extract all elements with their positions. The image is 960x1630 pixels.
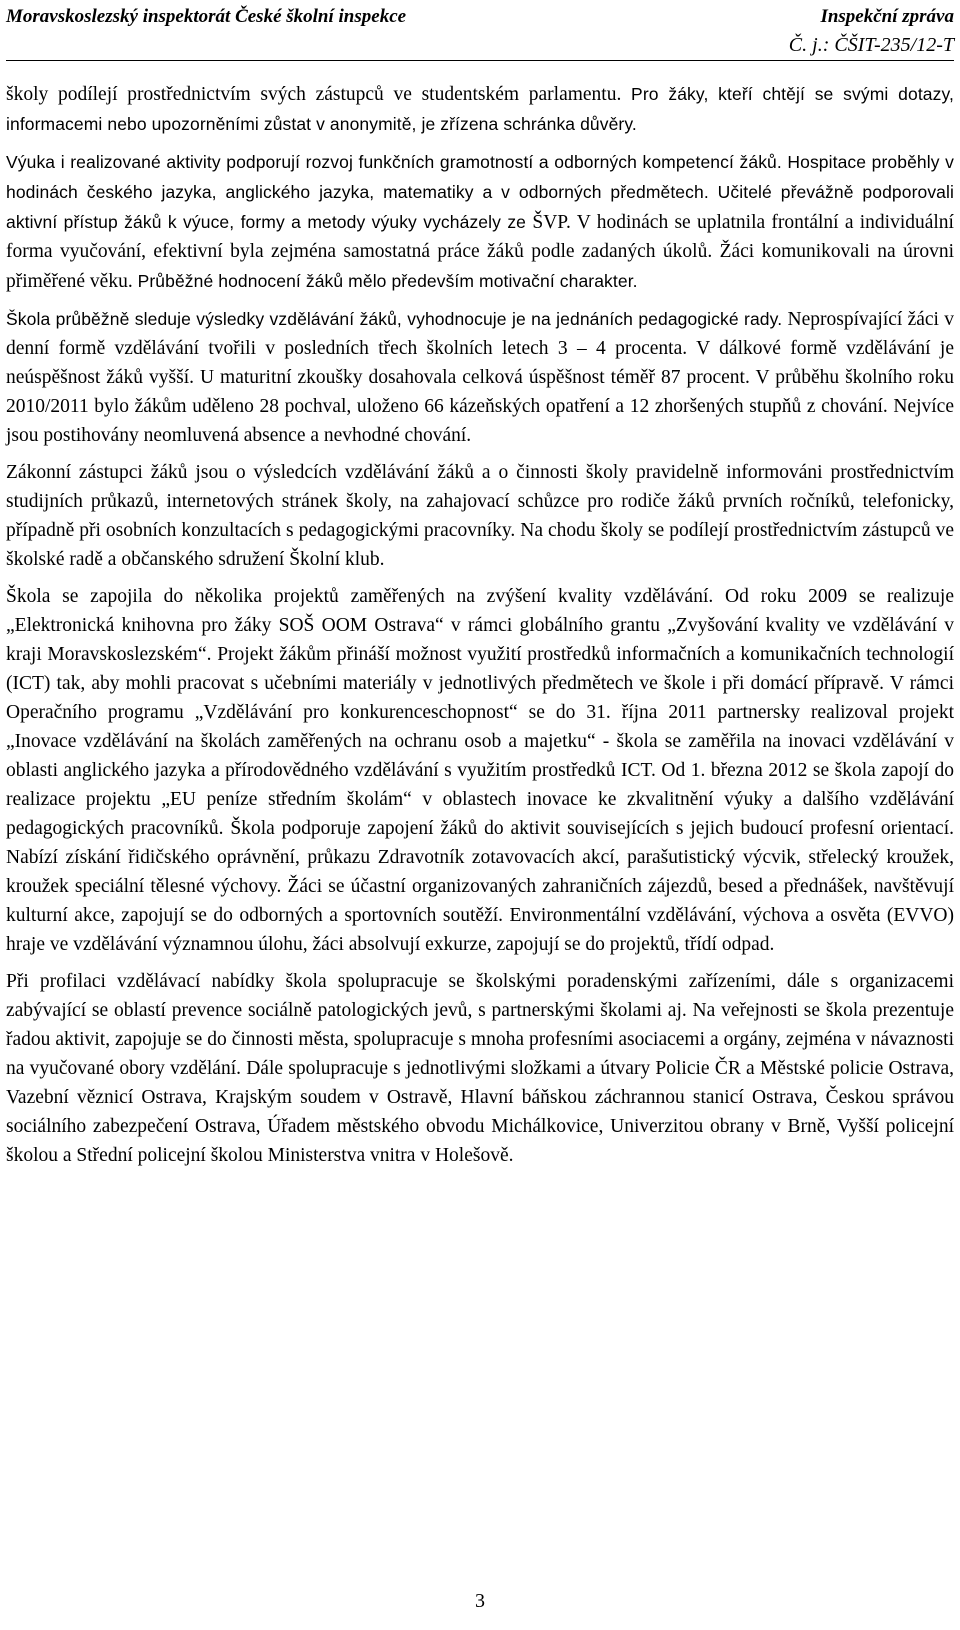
- page-header: [6, 4, 954, 61]
- paragraph-parents: [6, 459, 954, 575]
- header-reference-number: Č. j.: ČŠIT-235/12-T: [788, 34, 954, 56]
- text-span: Škola se zapojila do několika projektů zaměřených na zvýšení kvality vzdělávání. Od roku 2009 se realizuje „Elektronická knihovna pro žáky SOŠ OOM Ostrava“ v rámci globálního grantu „Zvyšování kvality ve vzdělávání v kraji Moravskoslezském“. Projekt žákům přináší možnost využití prostředků informačních a komunikačních technologií (ICT) tak, aby mohli pracovat s učebními materiály v jednotlivých předmětech ve škole i při domácí přípravě. V rámci Operačního programu „Vzdělávání pro konkurenceschopnost“ se do 31. října 2011 partnersky realizoval projekt „Inovace vzdělávání na školách zaměřených na ochranu osob a majetku“ - škola se zaměřila na inovaci vzdělávání v oblasti anglického jazyka a přírodovědného vzdělávání s využitím prostředků ICT. Od 1. března 2012 se škola zapojí do realizace projektu „EU peníze středním školám“ v oblastech inovace ke zkvalitnění výuky a dalšího vzdělávání pedagogických pracovníků. Škola podporuje zapojení žáků do aktivit souvisejících s jejich budoucí profesní orientací. Nabízí získání řidičského oprávnění, průkazu Zdravotník zotavovacích akcí, parašutistický výcvik, střelecký kroužek, kroužek speciální tělesné výchovy. Žáci se účastní organizovaných zahraničních zájezdů, besed a přednášek, navštěvují kulturní akce, zapojují se do odborných a sportovních soutěží. Environmentální vzdělávání, výchova a osvěta (EVVO) hraje ve vzdělávání významnou úlohu, žáci absolvují exkurze, zapojují se do projektů, třídí odpad.: [6, 586, 954, 955]
- paragraph-student-parliament: [6, 80, 954, 140]
- paragraph-cooperation: [6, 968, 954, 1171]
- paragraph-teaching: [6, 148, 954, 297]
- text-span: Při profilaci vzdělávací nabídky škola spolupracuje se školskými poradenskými zařízeními, dále s organizacemi zabývající se oblastí prevence sociálně patologických jevů, s partnerskými školami aj. Na veřejnosti se škola prezentuje řadou aktivit, zapojuje se do činnosti města, spolupracuje s mnoha profesními asociacemi a orgány, zejména v návaznosti na vyučované obory vzdělání. Dále spolupracuje s jednotlivými složkami a útvary Policie ČR a Městské policie Ostrava, Vazební věznicí Ostrava, Krajským soudem v Ostravě, Hlavní báňskou záchrannou stanicí Ostrava, Českou správou sociálního zabezpečení Ostrava, Úřadem městského obvodu Michálkovice, Univerzitou obrany v Brně, Vyšší policejní školou a Střední policejní školou Ministerstva vnitra v Holešově.: [6, 971, 954, 1166]
- text-span: školy podílejí prostřednictvím svých zástupců ve studentském parlamentu.: [6, 84, 632, 105]
- text-span: Pro žáky, kteří chtějí se svými dotazy, informacemi nebo upozorněními zůstat v anonymitě, je zřízena schránka důvěry.: [6, 84, 954, 134]
- text-span: Průběžné hodnocení žáků mělo především motivační charakter.: [137, 271, 638, 291]
- header-inspectorate: Moravskoslezský inspektorát České školní inspekce: [6, 6, 407, 27]
- page-number: 3: [475, 1590, 485, 1612]
- text-span: Neprospívající žáci v denní formě vzdělávání tvořili v posledních třech školních letech 3 – 4 procenta. V dálkové formě vzdělávání je neúspěšnost žáků vyšší. U maturitní zkoušky dosahovala celková úspěšnost téměř 87 procent. V průběhu školního roku 2010/2011 bylo žákům uděleno 28 pochval, uloženo 66 kázeňských opatření a 12 zhoršených stupňů z chování. Nejvíce jsou postihovány neomluvená absence a nevhodné chování.: [6, 309, 954, 446]
- paragraph-results: [6, 305, 954, 451]
- text-span: Výuka i realizované aktivity podporují rozvoj funkčních gramotností a odborných kompetencí žáků. Hospitace proběhly v hodinách českého jazyka, anglického jazyka, matematiky a v odborných předmětech. Učitelé převážně podporovali aktivní přístup žáků k výuce, formy a metody výuky vycházely ze: [6, 152, 954, 232]
- text-span: Zákonní zástupci žáků jsou o výsledcích vzdělávání žáků a o činnosti školy pravidelně informováni prostřednictvím studijních průkazů, internetových stránek školy, na zahajovací schůzce pro rodiče žáků prvních ročníků, telefonicky, případně při osobních konzultacích s pedagogickými pracovníky. Na chodu školy se podílejí prostřednictvím zástupců ve školské radě a občanského sdružení Školní klub.: [6, 462, 954, 570]
- header-report-title: Inspekční zpráva: [820, 6, 954, 27]
- text-span: Škola průběžně sleduje výsledky vzdělávání žáků, vyhodnocuje je na jednáních pedagogické rady.: [6, 309, 788, 329]
- document-body: [6, 80, 954, 1179]
- paragraph-projects: [6, 583, 954, 960]
- text-span: ŠVP. V hodinách se uplatnila frontální a individuální forma vyučování, efektivní byla zejména samostatná práce žáků podle zadaných úkolů. Žáci komunikovali na úrovni přiměřené věku.: [6, 212, 954, 292]
